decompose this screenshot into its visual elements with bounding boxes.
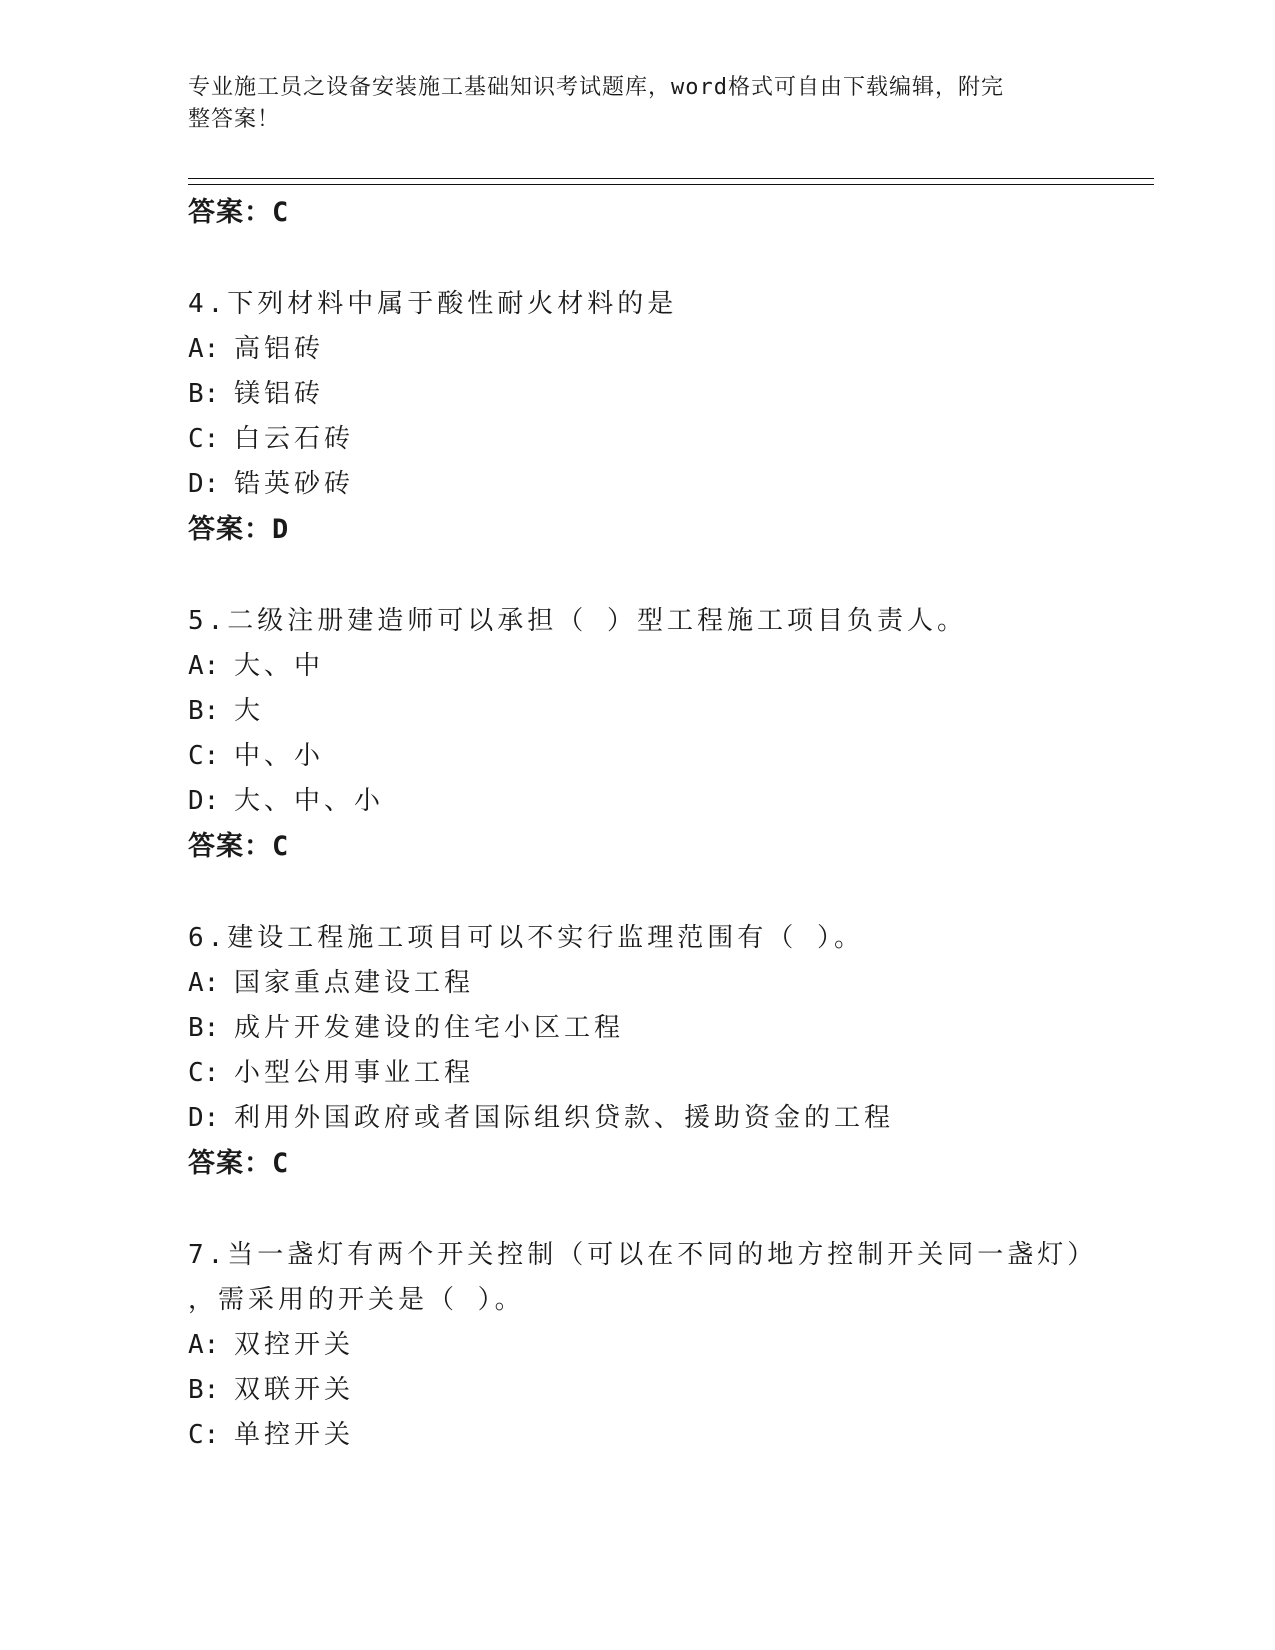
answer-label: 答案：D bbox=[188, 514, 290, 545]
option-b bbox=[188, 372, 1154, 417]
question-stem: 6.建设工程施工项目可以不实行监理范围有（ ）。 bbox=[188, 923, 864, 953]
option-key: C: bbox=[188, 424, 220, 454]
option-c bbox=[188, 1051, 1154, 1096]
question-stem-line-2: ，需采用的开关是（ ）。 bbox=[188, 1285, 525, 1315]
option-key: B: bbox=[188, 379, 220, 409]
option-text: 大、中、小 bbox=[234, 786, 385, 816]
option-key: B: bbox=[188, 1013, 220, 1043]
option-key: B: bbox=[188, 696, 220, 726]
question-4 bbox=[188, 282, 1154, 552]
option-a bbox=[188, 327, 1154, 372]
answer-label: 答案：C bbox=[188, 831, 290, 862]
option-key: B: bbox=[188, 1375, 220, 1405]
header-divider-top bbox=[188, 178, 1154, 179]
option-text: 白云石砖 bbox=[234, 424, 355, 454]
option-key: C: bbox=[188, 1058, 220, 1088]
option-text: 国家重点建设工程 bbox=[234, 968, 475, 998]
option-d bbox=[188, 462, 1154, 507]
option-b bbox=[188, 1368, 1154, 1413]
option-b bbox=[188, 1006, 1154, 1051]
option-text: 高铝砖 bbox=[234, 334, 325, 364]
option-key: C: bbox=[188, 741, 220, 771]
option-text: 中、小 bbox=[234, 741, 325, 771]
option-text: 双控开关 bbox=[234, 1330, 355, 1360]
option-text: 镁铝砖 bbox=[234, 379, 325, 409]
option-a bbox=[188, 644, 1154, 689]
question-6 bbox=[188, 916, 1154, 1186]
option-a bbox=[188, 961, 1154, 1006]
option-d bbox=[188, 1096, 1154, 1141]
question-list bbox=[188, 190, 1154, 1458]
option-text: 利用外国政府或者国际组织贷款、援助资金的工程 bbox=[234, 1103, 895, 1133]
option-key: A: bbox=[188, 968, 220, 998]
option-text: 锆英砂砖 bbox=[234, 469, 355, 499]
question-5 bbox=[188, 599, 1154, 869]
option-text: 成片开发建设的住宅小区工程 bbox=[234, 1013, 625, 1043]
option-c bbox=[188, 417, 1154, 462]
option-text: 大、中 bbox=[234, 651, 325, 681]
question-stem: 4.下列材料中属于酸性耐火材料的是 bbox=[188, 289, 678, 319]
answer-label: 答案：C bbox=[188, 197, 290, 228]
option-key: C: bbox=[188, 1420, 220, 1450]
option-text: 双联开关 bbox=[234, 1375, 355, 1405]
option-text: 大 bbox=[234, 696, 265, 726]
option-b bbox=[188, 689, 1154, 734]
option-key: D: bbox=[188, 469, 220, 499]
header-divider-bottom bbox=[188, 184, 1154, 185]
option-d bbox=[188, 779, 1154, 824]
option-key: D: bbox=[188, 786, 220, 816]
option-c bbox=[188, 1413, 1154, 1458]
header-line-1: 专业施工员之设备安装施工基础知识考试题库，word格式可自由下载编辑，附完 bbox=[188, 75, 1004, 100]
option-key: A: bbox=[188, 334, 220, 364]
option-text: 小型公用事业工程 bbox=[234, 1058, 475, 1088]
option-text: 单控开关 bbox=[234, 1420, 355, 1450]
header-line-2: 整答案！ bbox=[188, 107, 281, 132]
option-key: A: bbox=[188, 1330, 220, 1360]
question-stem: 5.二级注册建造师可以承担（ ）型工程施工项目负责人。 bbox=[188, 606, 967, 636]
question-7 bbox=[188, 1233, 1154, 1458]
option-key: A: bbox=[188, 651, 220, 681]
option-key: D: bbox=[188, 1103, 220, 1133]
answer-label: 答案：C bbox=[188, 1148, 290, 1179]
option-a bbox=[188, 1323, 1154, 1368]
document-header bbox=[188, 72, 1068, 136]
question-stem-line-1: 7.当一盏灯有两个开关控制（可以在不同的地方控制开关同一盏灯） bbox=[188, 1240, 1098, 1270]
option-c bbox=[188, 734, 1154, 779]
